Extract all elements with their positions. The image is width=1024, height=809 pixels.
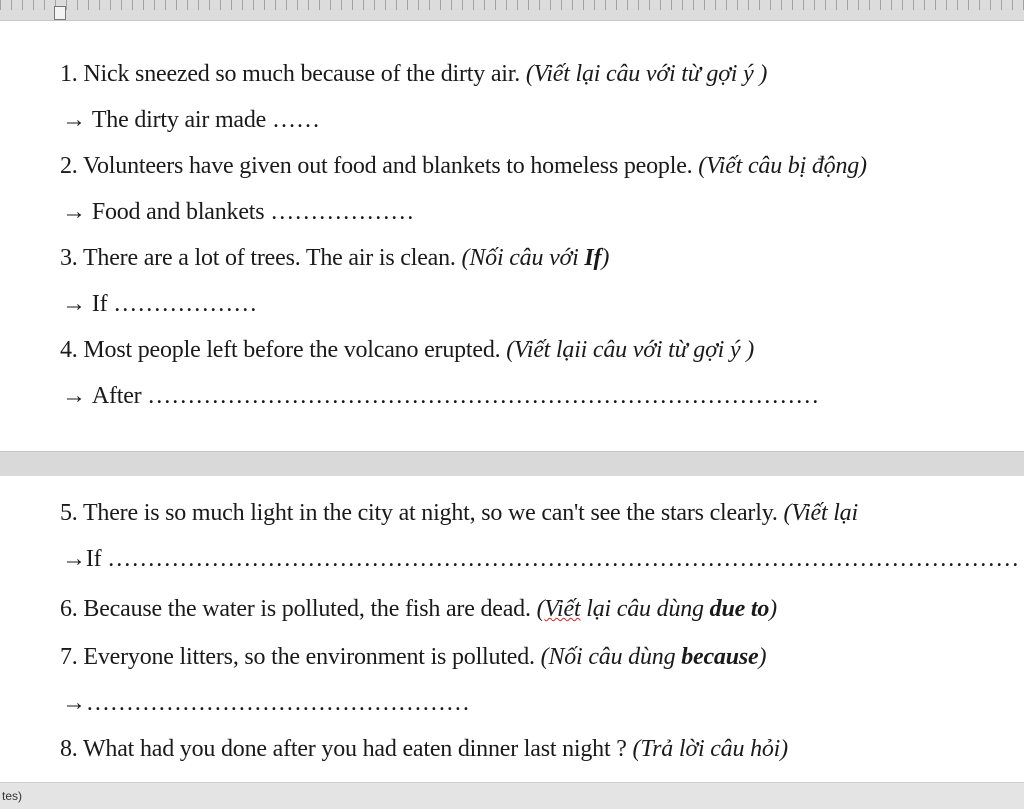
question-7: 7. Everyone litters, so the environment is polluted. (Nối câu dùng because) — [60, 644, 767, 670]
document-page-1 — [0, 21, 1024, 451]
question-4: 4. Most people left before the volcano erupted. (Viết lạii câu với từ gợi ý ) — [60, 337, 754, 363]
status-bar — [0, 782, 1024, 809]
indent-marker[interactable] — [54, 6, 66, 20]
answer-5: →If …………………………………………………………………………………………………… — [62, 546, 1020, 572]
answer-4: → After ………………………………………………………………………… — [62, 383, 820, 409]
answer-2: → Food and blankets ……………… — [62, 199, 415, 225]
ruler[interactable] — [0, 0, 1024, 21]
question-2: 2. Volunteers have given out food and blankets to homeless people. (Viết câu bị động) — [60, 153, 867, 179]
document-page-2 — [0, 476, 1024, 782]
question-6: 6. Because the water is polluted, the fish are dead. (Viết lại câu dùng due to) — [60, 596, 777, 622]
page-break — [0, 451, 1024, 477]
status-text: tes) — [2, 789, 23, 803]
question-3: 3. There are a lot of trees. The air is clean. (Nối câu với If) — [60, 245, 610, 271]
ruler-ticks — [0, 0, 1024, 10]
question-8: 8. What had you done after you had eaten dinner last night ? (Trả lời câu hỏi) — [60, 736, 788, 762]
answer-3: → If ……………… — [62, 291, 258, 317]
question-5: 5. There is so much light in the city at night, so we can't see the stars clearly. (Viết lại — [60, 500, 858, 526]
question-1: 1. Nick sneezed so much because of the dirty air. (Viết lại câu với từ gợi ý ) — [60, 61, 768, 87]
answer-7: →………………………………………… — [62, 690, 470, 716]
answer-1: → The dirty air made …… — [62, 107, 320, 133]
